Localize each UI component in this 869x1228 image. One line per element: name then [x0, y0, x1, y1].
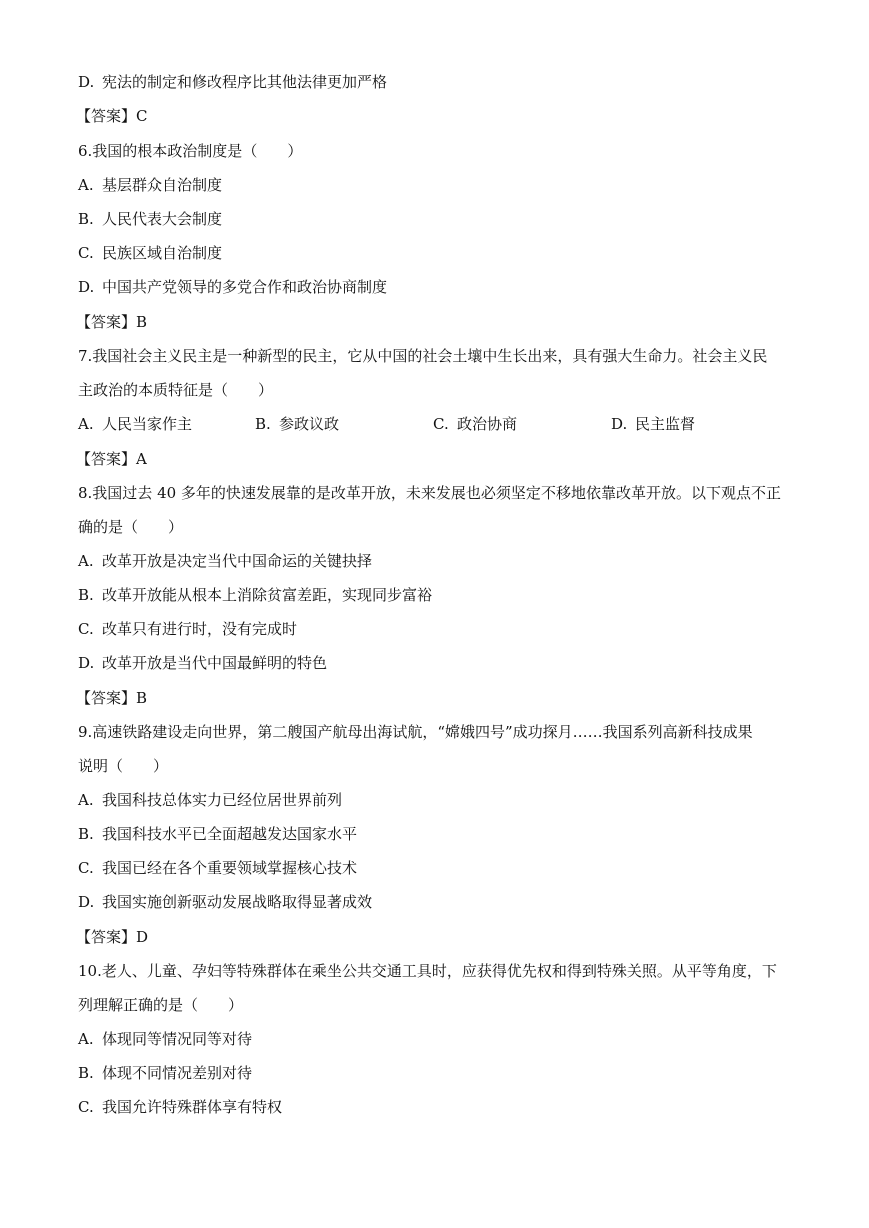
question-7-line-1: 7.我国社会主义民主是一种新型的民主，它从中国的社会土壤中生长出来，具有强大生命力。社会主义民 — [78, 347, 768, 365]
question-8-line-1: 8.我国过去 40 多年的快速发展靠的是改革开放，未来发展也必须坚定不移地依靠改革开放。以下观点不正 — [78, 484, 781, 502]
q10-option-b — [78, 1063, 252, 1083]
option-label: C. — [433, 415, 449, 433]
q5-option-d — [78, 72, 387, 92]
q7-option-c — [433, 414, 517, 434]
answer-7: 【答案】A — [76, 450, 147, 468]
option-label: C. — [78, 620, 94, 638]
option-text: 宪法的制定和修改程序比其他法律更加严格 — [102, 73, 388, 91]
q10-option-c — [78, 1097, 282, 1117]
option-label: A. — [78, 552, 94, 570]
option-text: 改革开放是当代中国最鲜明的特色 — [102, 654, 328, 672]
option-label: D. — [78, 73, 95, 91]
option-label: C. — [78, 244, 94, 262]
q6-option-a — [78, 175, 222, 195]
option-text: 体现不同情况差别对待 — [102, 1064, 253, 1082]
option-label: D. — [78, 654, 95, 672]
option-text: 体现同等情况同等对待 — [102, 1030, 253, 1048]
option-label: D. — [78, 893, 95, 911]
option-text: 中国共产党领导的多党合作和政治协商制度 — [102, 278, 388, 296]
option-text: 我国科技总体实力已经位居世界前列 — [102, 791, 343, 809]
option-label: B. — [78, 1064, 94, 1082]
option-label: C. — [78, 859, 94, 877]
q7-option-b — [255, 414, 339, 434]
q9-option-c — [78, 858, 357, 878]
option-label: A. — [78, 415, 94, 433]
option-text: 民主监督 — [635, 415, 696, 433]
q6-option-b — [78, 209, 222, 229]
option-text: 人民当家作主 — [102, 415, 193, 433]
answer-9: 【答案】D — [76, 928, 149, 946]
option-text: 我国科技水平已全面超越发达国家水平 — [102, 825, 358, 843]
option-label: C. — [78, 1098, 94, 1116]
option-text: 我国允许特殊群体享有特权 — [102, 1098, 283, 1116]
answer-5: 【答案】C — [76, 107, 148, 125]
option-text: 我国实施创新驱动发展战略取得显著成效 — [102, 893, 373, 911]
option-label: A. — [78, 176, 94, 194]
option-label: A. — [78, 1030, 94, 1048]
option-text: 改革开放是决定当代中国命运的关键抉择 — [102, 552, 373, 570]
q7-option-d — [611, 414, 695, 434]
option-label: D. — [78, 278, 95, 296]
q8-option-d — [78, 653, 327, 673]
option-text: 参政议政 — [279, 415, 340, 433]
option-label: B. — [78, 210, 94, 228]
option-label: B. — [78, 825, 94, 843]
option-text: 改革只有进行时，没有完成时 — [102, 620, 298, 638]
q8-option-c — [78, 619, 297, 639]
q9-option-b — [78, 824, 357, 844]
q8-option-b — [78, 585, 432, 605]
answer-8: 【答案】B — [76, 689, 148, 707]
question-10-line-1: 10.老人、儿童、孕妇等特殊群体在乘坐公共交通工具时，应获得优先权和得到特殊关照。从平等角度，下 — [78, 962, 777, 980]
answer-6: 【答案】B — [76, 313, 148, 331]
q10-option-a — [78, 1029, 252, 1049]
option-label: B. — [78, 586, 94, 604]
q9-option-a — [78, 790, 342, 810]
q8-option-a — [78, 551, 372, 571]
option-label: D. — [611, 415, 628, 433]
question-6: 6.我国的根本政治制度是（ ） — [78, 142, 303, 160]
question-8-line-2: 确的是（ ） — [78, 518, 184, 536]
option-text: 政治协商 — [457, 415, 518, 433]
question-9-line-1: 9.高速铁路建设走向世界，第二艘国产航母出海试航，“嫦娥四号”成功探月……我国系列高新科技成果 — [78, 723, 753, 741]
q6-option-d — [78, 277, 387, 297]
option-text: 民族区域自治制度 — [102, 244, 223, 262]
option-text: 基层群众自治制度 — [102, 176, 223, 194]
q7-option-a — [78, 414, 192, 434]
question-10-line-2: 列理解正确的是（ ） — [78, 996, 244, 1014]
question-9-line-2: 说明（ ） — [78, 757, 169, 775]
q9-option-d — [78, 892, 372, 912]
question-7-line-2: 主政治的本质特征是（ ） — [78, 381, 274, 399]
option-text: 我国已经在各个重要领域掌握核心技术 — [102, 859, 358, 877]
q7-options-row — [78, 414, 778, 434]
option-label: A. — [78, 791, 94, 809]
option-text: 改革开放能从根本上消除贫富差距，实现同步富裕 — [102, 586, 433, 604]
option-label: B. — [255, 415, 271, 433]
option-text: 人民代表大会制度 — [102, 210, 223, 228]
q6-option-c — [78, 243, 222, 263]
